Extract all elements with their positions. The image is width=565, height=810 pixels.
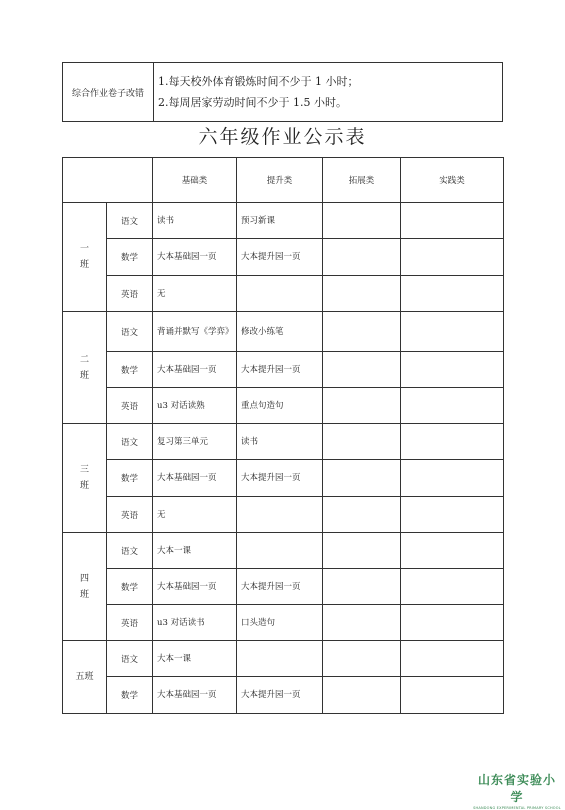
basic-cell: 大本一课 [153, 641, 237, 677]
subject-cell: 英语 [107, 605, 153, 641]
policy-rules [154, 63, 503, 122]
expand-cell [323, 460, 401, 497]
expand-cell [323, 641, 401, 677]
improve-cell: 读书 [237, 424, 323, 460]
policy-table [62, 62, 503, 122]
practice-cell [401, 569, 504, 605]
basic-cell: 大本基础园一页 [153, 239, 237, 276]
practice-cell [401, 276, 504, 312]
basic-cell: 读书 [153, 203, 237, 239]
subject-cell: 语文 [107, 424, 153, 460]
class-name-cell: 一 班 [63, 203, 107, 312]
improve-cell [237, 276, 323, 312]
table-row [63, 569, 504, 605]
subject-cell: 英语 [107, 497, 153, 533]
class-name-cell: 三 班 [63, 424, 107, 533]
table-row [63, 388, 504, 424]
practice-cell [401, 388, 504, 424]
expand-cell [323, 203, 401, 239]
expand-cell [323, 677, 401, 714]
header-corner [63, 158, 153, 203]
basic-cell: 大本基础园一页 [153, 460, 237, 497]
subject-cell: 语文 [107, 203, 153, 239]
page-title: 六年级作业公示表 [198, 126, 367, 148]
practice-cell [401, 203, 504, 239]
header-row [63, 158, 504, 203]
basic-cell: 大本基础园一页 [153, 352, 237, 388]
subject-cell: 英语 [107, 388, 153, 424]
basic-cell: 大本基础园一页 [153, 677, 237, 714]
improve-cell [237, 497, 323, 533]
improve-cell: 大本提升园一页 [237, 460, 323, 497]
rule-2: 2.每周居家劳动时间不少于 1.5 小时。 [158, 96, 347, 109]
basic-cell: u3 对话读书 [153, 605, 237, 641]
subject-cell: 语文 [107, 312, 153, 352]
expand-cell [323, 276, 401, 312]
improve-cell: 预习新课 [237, 203, 323, 239]
practice-cell [401, 424, 504, 460]
basic-cell: 无 [153, 497, 237, 533]
expand-cell [323, 239, 401, 276]
practice-cell [401, 641, 504, 677]
basic-cell: u3 对话读熟 [153, 388, 237, 424]
school-name-en: SHANDONG EXPERIMENTAL PRIMARY SCHOOL [473, 806, 561, 810]
practice-cell [401, 497, 504, 533]
class-name-cell: 五班 [63, 641, 107, 714]
improve-cell: 修改小练笔 [237, 312, 323, 352]
practice-cell [401, 533, 504, 569]
subject-cell: 数学 [107, 460, 153, 497]
table-row [63, 312, 504, 352]
school-logo [472, 771, 562, 810]
subject-cell: 数学 [107, 352, 153, 388]
basic-cell: 大本一课 [153, 533, 237, 569]
table-row [63, 497, 504, 533]
basic-cell: 背诵并默写《学弈》 [153, 312, 237, 352]
basic-cell: 无 [153, 276, 237, 312]
practice-cell [401, 352, 504, 388]
table-row [63, 460, 504, 497]
table-row [63, 276, 504, 312]
header-improve: 提升类 [237, 158, 323, 203]
expand-cell [323, 388, 401, 424]
improve-cell: 口头造句 [237, 605, 323, 641]
table-row [63, 424, 504, 460]
table-row [63, 352, 504, 388]
improve-cell: 大本提升园一页 [237, 352, 323, 388]
subject-cell: 语文 [107, 533, 153, 569]
header-practice: 实践类 [401, 158, 504, 203]
subject-cell: 数学 [107, 569, 153, 605]
table-row [63, 605, 504, 641]
header-basic: 基础类 [153, 158, 237, 203]
policy-label: 综合作业卷子改错 [63, 63, 154, 122]
basic-cell: 复习第三单元 [153, 424, 237, 460]
improve-cell [237, 533, 323, 569]
expand-cell [323, 605, 401, 641]
table-row [63, 677, 504, 714]
class-name-cell: 四 班 [63, 533, 107, 641]
practice-cell [401, 677, 504, 714]
improve-cell [237, 641, 323, 677]
header-expand: 拓展类 [323, 158, 401, 203]
table-row [63, 203, 504, 239]
subject-cell: 数学 [107, 239, 153, 276]
class-name-cell: 二 班 [63, 312, 107, 424]
practice-cell [401, 312, 504, 352]
table-row [63, 239, 504, 276]
basic-cell: 大本基础园一页 [153, 569, 237, 605]
expand-cell [323, 352, 401, 388]
expand-cell [323, 312, 401, 352]
practice-cell [401, 460, 504, 497]
table-row [63, 533, 504, 569]
expand-cell [323, 569, 401, 605]
subject-cell: 英语 [107, 276, 153, 312]
improve-cell: 重点句造句 [237, 388, 323, 424]
school-name-cn: 山东省实验小学 [477, 773, 556, 804]
subject-cell: 语文 [107, 641, 153, 677]
expand-cell [323, 533, 401, 569]
expand-cell [323, 497, 401, 533]
improve-cell: 大本提升园一页 [237, 239, 323, 276]
practice-cell [401, 605, 504, 641]
subject-cell: 数学 [107, 677, 153, 714]
improve-cell: 大本提升园一页 [237, 677, 323, 714]
improve-cell: 大本提升园一页 [237, 569, 323, 605]
table-row [63, 641, 504, 677]
rule-1: 1.每天校外体育锻炼时间不少于 1 小时； [158, 75, 359, 88]
expand-cell [323, 424, 401, 460]
homework-table [62, 157, 504, 714]
policy-row [63, 63, 503, 122]
practice-cell [401, 239, 504, 276]
